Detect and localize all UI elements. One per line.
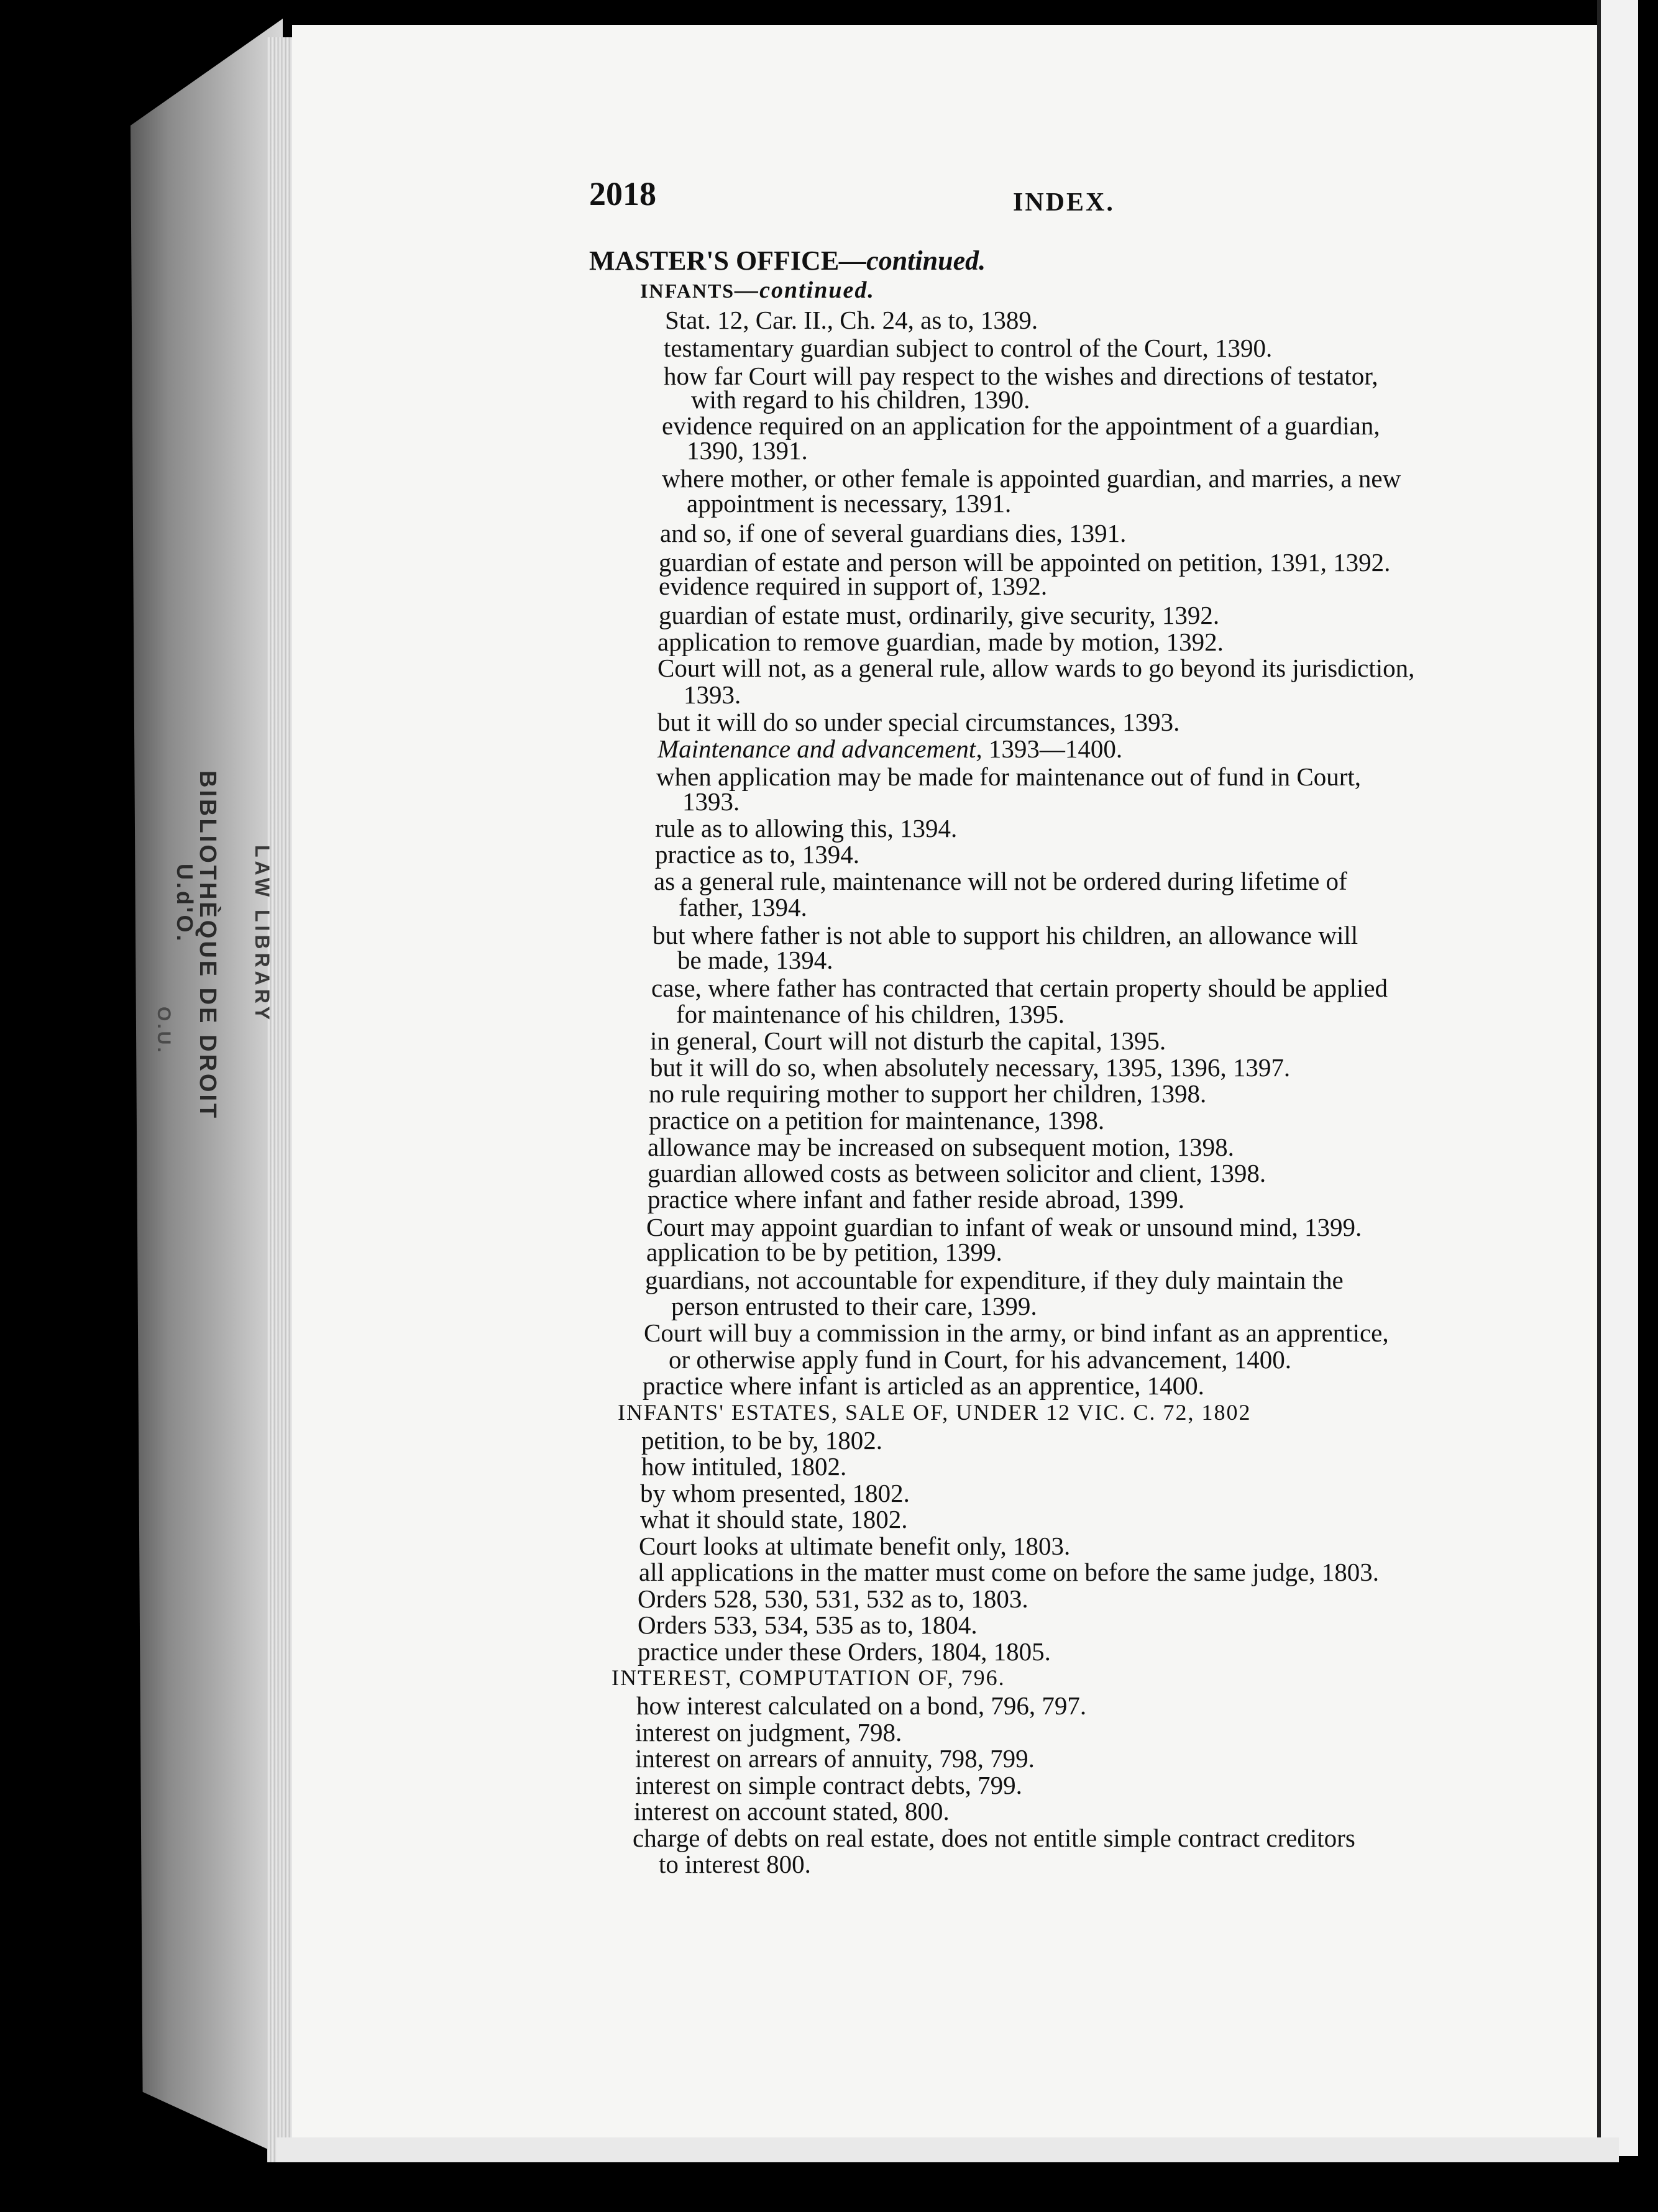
index-entry: 1390, 1391. bbox=[687, 436, 808, 465]
index-entry: be made, 1394. bbox=[677, 946, 833, 974]
index-entry: how intituled, 1802. bbox=[641, 1452, 847, 1481]
index-entry: 1393. bbox=[684, 680, 741, 709]
index-entry: as a general rule, maintenance will not be ordered during lifetime of bbox=[654, 867, 1347, 895]
index-entry: evidence required in support of, 1392. bbox=[659, 572, 1048, 600]
index-entry: and so, if one of several guardians dies, 1391. bbox=[660, 519, 1127, 547]
index-entry: with regard to his children, 1390. bbox=[691, 385, 1030, 414]
index-entry: 1393. bbox=[682, 787, 740, 816]
index-entry: or otherwise apply fund in Court, for his advancement, 1400. bbox=[669, 1345, 1291, 1374]
index-entry: case, where father has contracted that certain property should be applied bbox=[651, 974, 1388, 1002]
index-entry: allowance may be increased on subsequent motion, 1398. bbox=[648, 1133, 1234, 1161]
index-entry: what it should state, 1802. bbox=[640, 1505, 908, 1533]
index-entry: how far Court will pay respect to the wishes and directions of testator, bbox=[664, 362, 1378, 390]
index-entry: practice on a petition for maintenance, 1398. bbox=[649, 1106, 1105, 1135]
index-entry: Court looks at ultimate benefit only, 1803. bbox=[639, 1532, 1071, 1560]
running-title: INDEX. bbox=[1013, 188, 1115, 217]
index-entry: appointment is necessary, 1391. bbox=[687, 489, 1012, 518]
index-entry: Court will not, as a general rule, allow wards to go beyond its jurisdiction, bbox=[657, 654, 1415, 682]
index-entry: father, 1394. bbox=[679, 893, 807, 921]
index-entry: interest on simple contract debts, 799. bbox=[635, 1771, 1022, 1799]
index-entry: person entrusted to their care, 1399. bbox=[671, 1292, 1037, 1320]
index-entry: application to be by petition, 1399. bbox=[646, 1238, 1002, 1266]
index-entry: Orders 533, 534, 535 as to, 1804. bbox=[638, 1611, 978, 1639]
index-entry: Court may appoint guardian to infant of weak or unsound mind, 1399. bbox=[646, 1213, 1362, 1241]
index-entry: no rule requiring mother to support her children, 1398. bbox=[649, 1079, 1207, 1108]
index-entry-pages: 1393—1400. bbox=[982, 734, 1123, 763]
index-entry: by whom presented, 1802. bbox=[640, 1479, 910, 1507]
index-entry: but it will do so, when absolutely necessary, 1395, 1396, 1397. bbox=[650, 1053, 1291, 1082]
index-heading: INFANTS' ESTATES, SALE OF, UNDER 12 VIC. C. 72, 1802 bbox=[618, 1400, 1252, 1425]
index-entry: interest on account stated, 800. bbox=[634, 1797, 950, 1826]
library-stamp-line: LAW LIBRARY bbox=[251, 845, 273, 1024]
index-entry: Stat. 12, Car. II., Ch. 24, as to, 1389. bbox=[665, 306, 1038, 334]
page-number: 2018 bbox=[589, 175, 656, 213]
page-bottom-edge bbox=[277, 2137, 1619, 2162]
index-heading-suffix: —continued. bbox=[839, 245, 986, 276]
index-entry: testamentary guardian subject to control of the Court, 1390. bbox=[664, 334, 1273, 362]
index-entry: when application may be made for maintenance out of fund in Court, bbox=[656, 762, 1361, 791]
index-entry: petition, to be by, 1802. bbox=[641, 1426, 882, 1455]
index-entry: but it will do so under special circumstances, 1393. bbox=[657, 708, 1180, 736]
index-heading-text: MASTER'S OFFICE bbox=[589, 245, 840, 276]
index-entry: for maintenance of his children, 1395. bbox=[676, 1000, 1065, 1028]
index-entry: interest on judgment, 798. bbox=[635, 1718, 902, 1747]
index-entry: Court will buy a commission in the army, or bind infant as an apprentice, bbox=[644, 1319, 1389, 1347]
index-entry: where mother, or other female is appointed guardian, and marries, a new bbox=[662, 464, 1401, 493]
index-entry: guardians, not accountable for expenditure, if they duly maintain the bbox=[645, 1266, 1344, 1294]
index-entry: how interest calculated on a bond, 796, 797. bbox=[636, 1691, 1087, 1720]
index-entry: application to remove guardian, made by motion, 1392. bbox=[657, 628, 1224, 656]
index-entry: practice under these Orders, 1804, 1805. bbox=[638, 1637, 1051, 1666]
library-stamp-line: BIBLIOTHÈQUE DE DROIT bbox=[195, 770, 221, 1121]
index-entry: Orders 528, 530, 531, 532 as to, 1803. bbox=[638, 1584, 1028, 1613]
index-entry-italic: Maintenance and advancement, bbox=[657, 734, 982, 763]
index-heading: INTEREST, COMPUTATION OF, 796. bbox=[611, 1665, 1005, 1690]
index-entry: practice where infant is articled as an apprentice, 1400. bbox=[643, 1371, 1204, 1400]
index-subheading-suffix: —continued. bbox=[735, 277, 875, 303]
index-entry: practice as to, 1394. bbox=[655, 840, 860, 869]
index-entry: all applications in the matter must come on before the same judge, 1803. bbox=[639, 1558, 1379, 1586]
index-entry: rule as to allowing this, 1394. bbox=[655, 814, 958, 843]
index-entry bbox=[657, 736, 1122, 762]
index-entry: guardian of estate and person will be appointed on petition, 1391, 1392. bbox=[659, 548, 1391, 577]
library-stamp-line: U.d'O. bbox=[172, 864, 198, 944]
index-subheading-text: INFANTS bbox=[640, 280, 735, 302]
index-entry: guardian of estate must, ordinarily, give security, 1392. bbox=[659, 601, 1220, 629]
index-heading bbox=[589, 247, 986, 275]
index-entry: to interest 800. bbox=[659, 1850, 811, 1878]
index-entry: but where father is not able to support his children, an allowance will bbox=[653, 921, 1358, 949]
index-entry: interest on arrears of annuity, 798, 799. bbox=[635, 1744, 1035, 1773]
index-subheading bbox=[640, 278, 875, 302]
index-entry: practice where infant and father reside abroad, 1399. bbox=[648, 1185, 1185, 1213]
facing-page-edge bbox=[1597, 0, 1638, 2156]
index-entry: guardian allowed costs as between solicitor and client, 1398. bbox=[648, 1159, 1266, 1187]
index-entry: in general, Court will not disturb the capital, 1395. bbox=[650, 1026, 1166, 1055]
index-entry: evidence required on an application for the appointment of a guardian, bbox=[662, 411, 1380, 440]
index-entry: charge of debts on real estate, does not entitle simple contract creditors bbox=[633, 1824, 1355, 1852]
library-stamp-line: O.U. bbox=[153, 1007, 174, 1055]
